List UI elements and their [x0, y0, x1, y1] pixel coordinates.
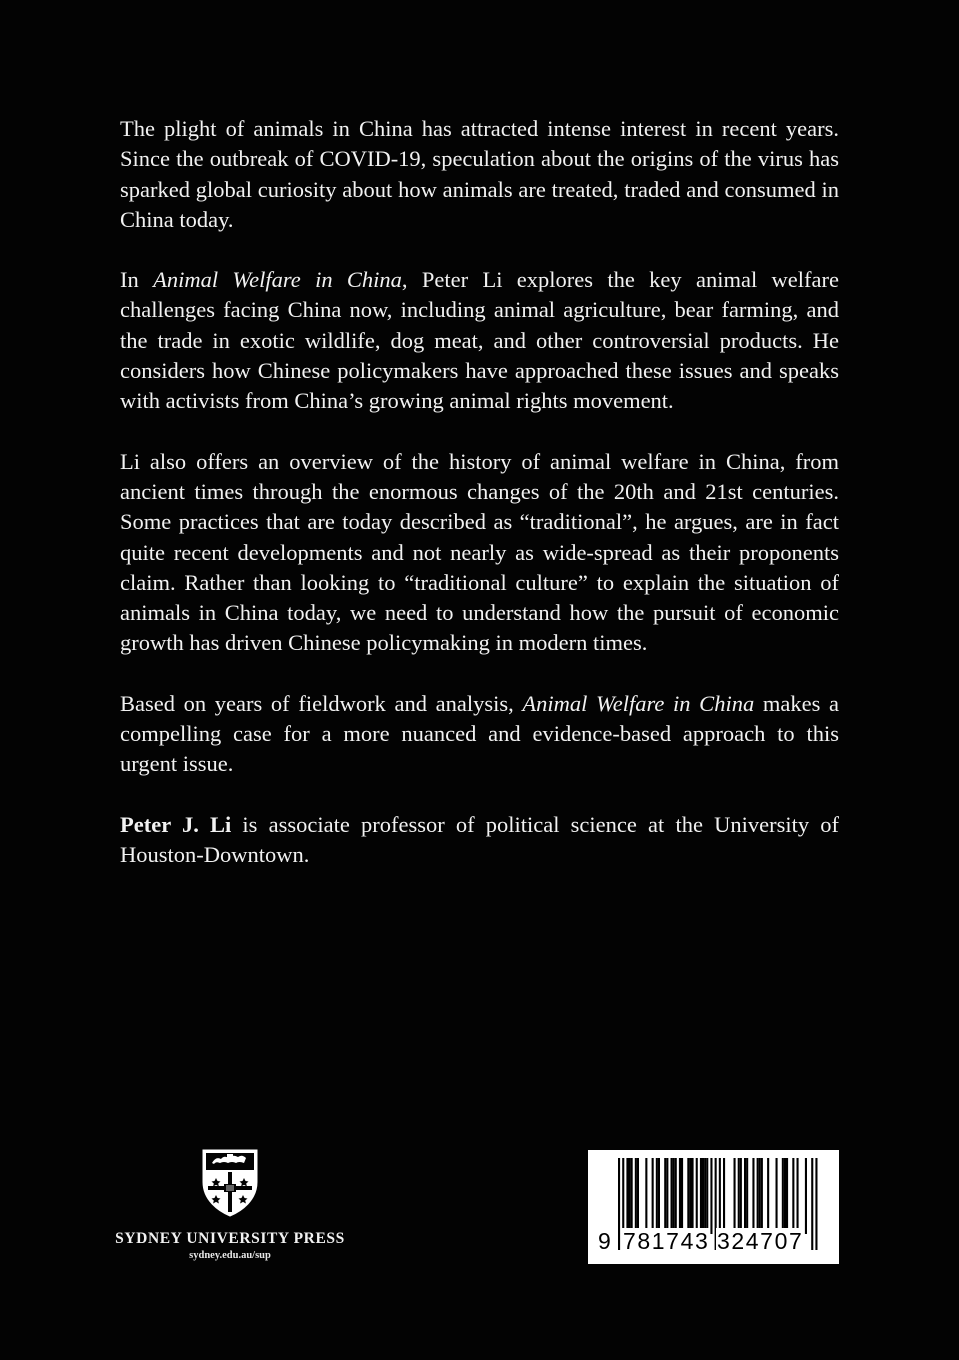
- barcode-bar: [744, 1158, 746, 1234]
- barcode-bar: [757, 1158, 759, 1234]
- p4-post: makes a compelling case for a more nuanced and evidence-based approach to this urgent issue.: [120, 690, 839, 777]
- barcode-bar: [767, 1158, 769, 1234]
- publisher-block: [110, 1148, 350, 1261]
- barcode-bar: [738, 1158, 740, 1234]
- p4-pre: Based on years of fieldwork and analysis,: [120, 690, 523, 716]
- isbn-group-1: 781743: [623, 1228, 710, 1254]
- barcode-bar: [702, 1158, 704, 1234]
- barcode-bar: [629, 1158, 631, 1234]
- publisher-url: sydney.edu.au/sup: [189, 1250, 271, 1261]
- barcode-bar: [666, 1158, 668, 1234]
- barcode-bar: [626, 1158, 628, 1234]
- author-name: Peter J. Li: [120, 811, 232, 837]
- barcode-bar: [782, 1158, 784, 1234]
- barcode-bar: [761, 1158, 763, 1234]
- barcode-bar: [645, 1158, 647, 1234]
- isbn-digits: [588, 1228, 839, 1258]
- isbn-barcode: [588, 1150, 839, 1264]
- isbn-group-2: 324707: [717, 1228, 804, 1254]
- barcode-bar: [710, 1158, 712, 1234]
- barcode-bar: [797, 1158, 799, 1234]
- barcode-bar: [746, 1158, 748, 1234]
- barcode-bar: [776, 1158, 778, 1234]
- barcode-bar: [652, 1158, 654, 1234]
- blurb-paragraph-3: Li also offers an overview of the history of animal welfare in China, from ancient times through the enormous changes of the 20th and 21st centuries. Some practices that are today described as “traditional”, he argues, are in fact quite recent developments and not nearly as wide-spread as their proponents claim. Rather than looking to “traditional culture” to explain the situation of animals in China today, we need to understand how the pursuit of economic growth has driven Chinese policymaking in modern times.: [120, 448, 839, 656]
- barcode-bar: [792, 1158, 794, 1234]
- author-bio-text: is associate professor of political science at the University of Houston-Downtown.: [120, 811, 839, 867]
- blurb-paragraph-4: [120, 689, 839, 780]
- barcode-bar: [637, 1158, 639, 1234]
- barcode-bar: [786, 1158, 788, 1234]
- barcode-bar: [664, 1158, 666, 1234]
- barcode-bar: [635, 1158, 637, 1234]
- barcode-bar: [631, 1158, 633, 1234]
- blurb-paragraph-2: [120, 265, 839, 416]
- barcode-bar: [692, 1158, 694, 1234]
- p2-post: , Peter Li explores the key animal welfare challenges facing China now, including animal agriculture, bear farming, and the trade in exotic wildlife, dog meat, and other controversial products. He considers how Chinese policymakers have approached these issues and speaks with activists from China’s growing animal rights movement.: [120, 267, 839, 414]
- barcode-bar: [734, 1158, 736, 1234]
- blurb-paragraph-1: The plight of animals in China has attracted intense interest in recent years. Since the outbreak of COVID-19, speculation about the origins of the virus has sparked global curiosity about how animals are treated, traded and consumed in China today.: [120, 116, 839, 232]
- barcode-bar: [700, 1158, 702, 1234]
- barcode-bar: [658, 1158, 660, 1234]
- barcode-bar: [723, 1158, 725, 1234]
- barcode-bar: [656, 1158, 658, 1234]
- barcode-bar: [706, 1158, 708, 1234]
- barcode-bar: [740, 1158, 742, 1234]
- barcode-bar: [704, 1158, 706, 1234]
- barcode-bar: [687, 1158, 689, 1234]
- barcode-bar: [752, 1158, 754, 1234]
- isbn-lead-digit: 9: [598, 1228, 613, 1254]
- barcode-bar: [759, 1158, 761, 1234]
- author-bio: [120, 810, 839, 871]
- publisher-name: SYDNEY UNIVERSITY PRESS: [115, 1230, 345, 1247]
- barcode-bar: [681, 1158, 683, 1234]
- barcode-bar: [784, 1158, 786, 1234]
- university-crest-icon: [200, 1148, 260, 1218]
- barcode-bar: [679, 1158, 681, 1234]
- barcode-bar: [675, 1158, 677, 1234]
- p2-pre: In: [120, 267, 154, 293]
- book-title: Animal Welfare in China: [153, 267, 402, 293]
- barcode-bar: [805, 1158, 807, 1234]
- book-title: Animal Welfare in China: [522, 690, 755, 716]
- barcode-bar: [671, 1158, 673, 1234]
- barcode-bar: [696, 1158, 698, 1234]
- back-cover-blurb: [120, 114, 839, 870]
- barcode-bar: [673, 1158, 675, 1234]
- barcode-bar: [689, 1158, 691, 1234]
